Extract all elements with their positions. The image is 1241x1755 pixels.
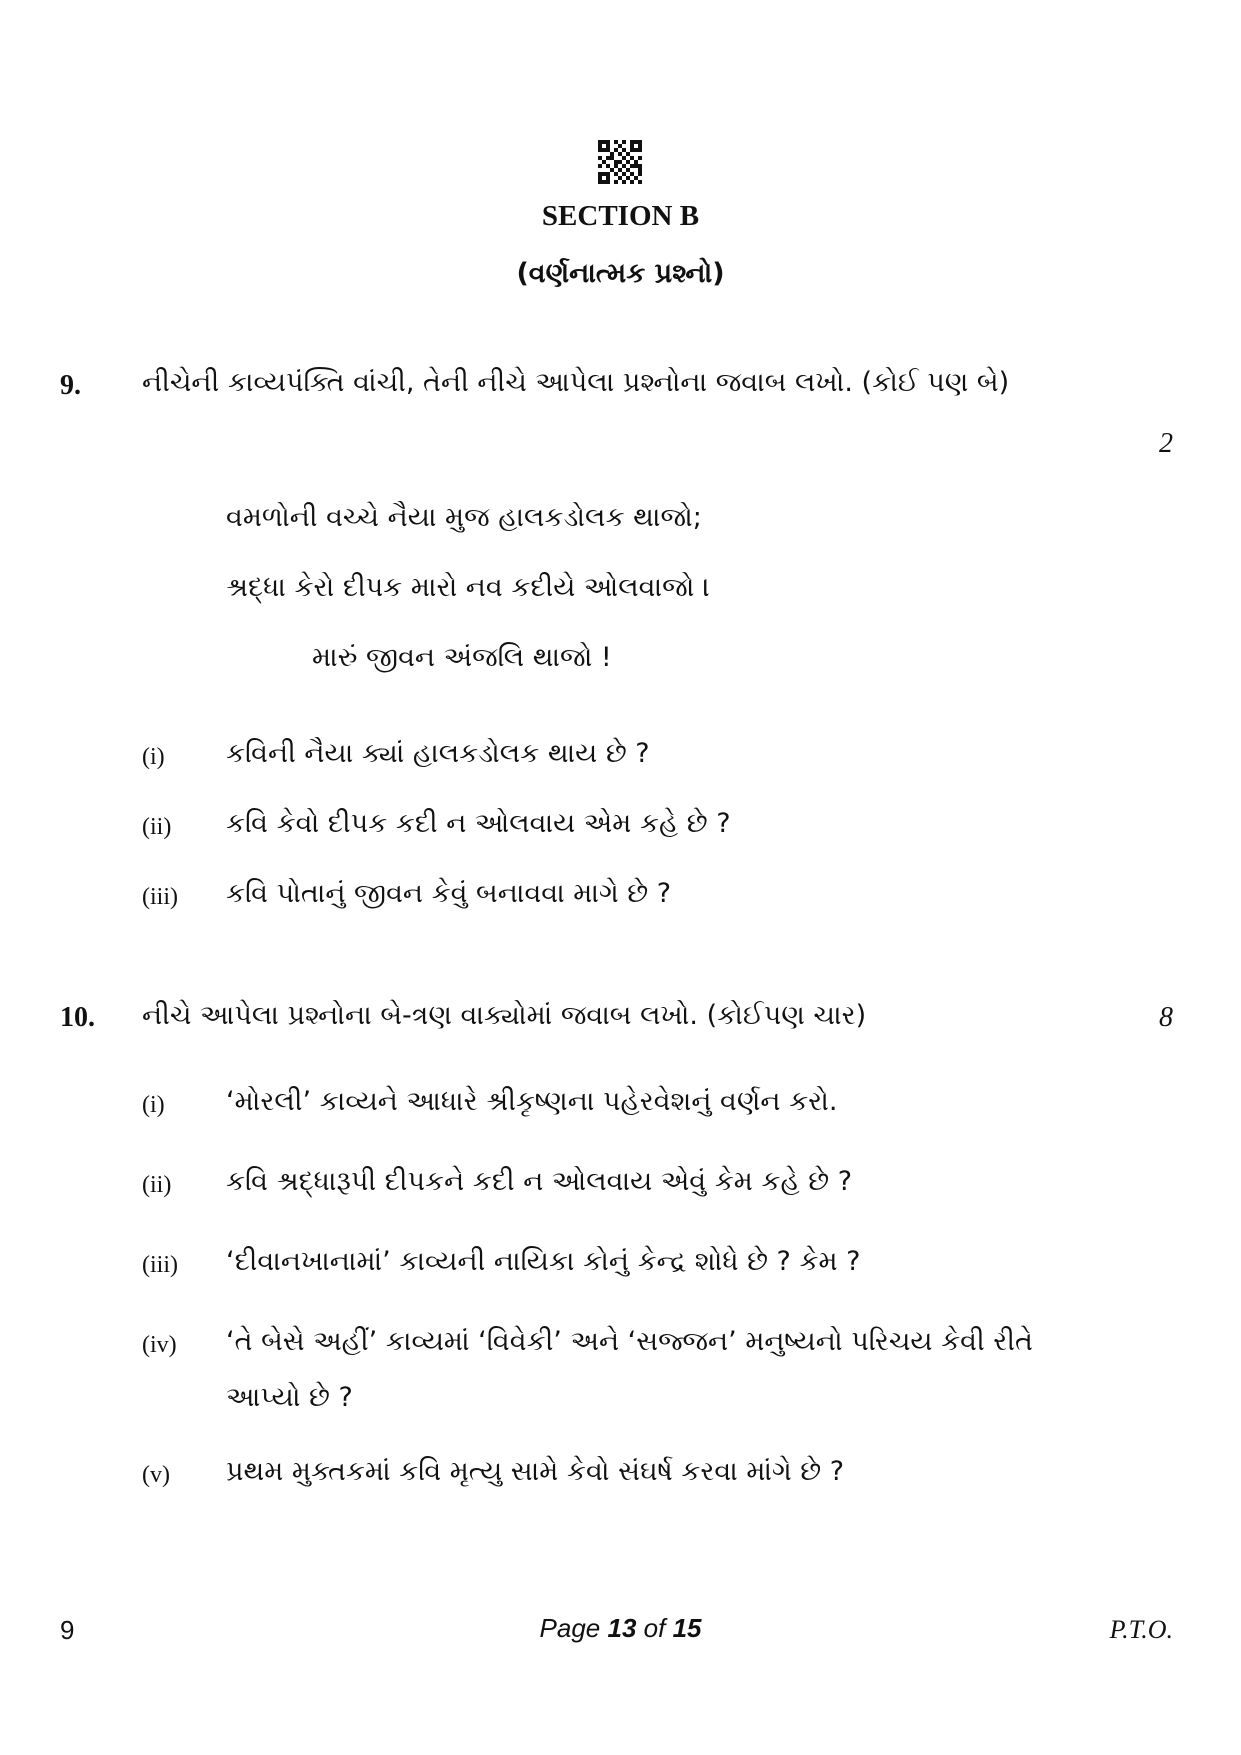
q9-sub-text: કવિ પોતાનું જીવન કેવું બનાવવા માગે છે ? [226, 878, 672, 909]
q9-sub-label: (iii) [142, 884, 178, 910]
section-subtitle: (વર્ણનાત્મક પ્રશ્નો) [516, 258, 725, 289]
q10-sub-label: (iii) [142, 1252, 178, 1278]
q10-sub-text: ‘તે બેસે અહીં’ કાવ્યમાં ‘વિવેકી’ અને ‘સજ્જન’ મનુષ્યનો પરિચય કેવી રીતે આપ્યો છે ? [226, 1326, 1033, 1413]
question-10-marks: 8 [1159, 1002, 1173, 1033]
section-title: SECTION B [541, 200, 700, 232]
question-9-marks: 2 [1159, 428, 1173, 459]
page-indicator [0, 1613, 1241, 1644]
qr-code [598, 140, 642, 184]
q10-sub-text: ‘દીવાનખાનામાં’ કાવ્યની નાયિકા કોનું કેન્દ્ર શોધે છે ? કેમ ? [226, 1246, 861, 1277]
q10-sub-label: (ii) [142, 1172, 172, 1198]
q9-sub-text: કવિની નૈયા ક્યાં હાલકડોલક થાય છે ? [226, 738, 650, 769]
q10-sub-label: (iv) [142, 1332, 177, 1358]
page-current: 13 [607, 1613, 637, 1643]
poem-line-3: મારું જીવન અંજલિ થાજો ! [312, 642, 612, 673]
q10-sub-text: પ્રથમ મુક્તકમાં કવિ મૃત્યુ સામે કેવો સંઘર્ષ કરવા માંગે છે ? [226, 1456, 845, 1487]
q10-sub-text: કવિ શ્રદ્ધારૂપી દીપકને કદી ન ઓલવાય એવું કેમ કહે છે ? [226, 1166, 853, 1197]
footer-code: 9 [60, 1615, 75, 1645]
page-total: 15 [672, 1613, 702, 1643]
q10-sub-text: ‘મોરલી’ કાવ્યને આધારે શ્રીકૃષ્ણના પહેરવેશનું વર્ણન કરો. [226, 1086, 838, 1117]
question-10-number: 10. [60, 1002, 95, 1033]
question-9-text: નીચેની કાવ્યપંક્તિ વાંચી, તેની નીચે આપેલા પ્રશ્નોના જવાબ લખો. (કોઈ પણ બે) [142, 367, 1010, 398]
question-10-text: નીચે આપેલા પ્રશ્નોના બે-ત્રણ વાક્યોમાં જવાબ લખો. (કોઈપણ ચાર) [142, 1000, 867, 1031]
pto-label: P.T.O. [1109, 1615, 1173, 1644]
q9-sub-text: કવિ કેવો દીપક કદી ન ઓલવાય એમ કહે છે ? [226, 808, 731, 839]
poem-line-1: વમળોની વચ્ચે નૈયા મુજ હાલકડોલક થાજો; [226, 502, 702, 533]
q10-sub-label: (v) [142, 1462, 170, 1488]
q10-sub-label: (i) [142, 1092, 165, 1118]
page-prefix: Page [539, 1613, 601, 1643]
question-9-number: 9. [60, 370, 81, 401]
poem-line-2: શ્રદ્ધા કેરો દીપક મારો નવ કદીયે ઓલવાજો । [226, 572, 711, 603]
q9-sub-label: (i) [142, 744, 165, 770]
page-of: of [643, 1613, 666, 1643]
q9-sub-label: (ii) [142, 814, 172, 840]
